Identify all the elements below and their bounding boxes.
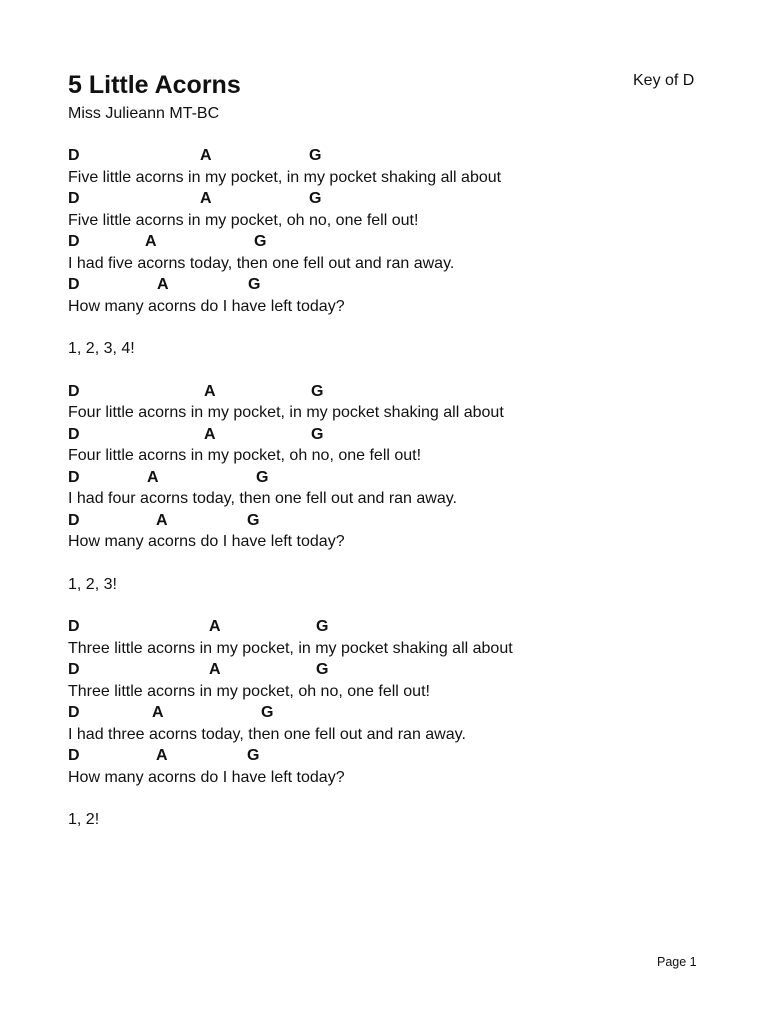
chord-line [68, 424, 728, 446]
chord-line [68, 381, 728, 403]
chord: A [147, 468, 159, 486]
chord-line [68, 510, 728, 532]
lyric-line: How many acorns do I have left today? [68, 768, 345, 786]
chord-line [68, 467, 728, 489]
chord: G [247, 511, 260, 529]
chord: A [156, 747, 168, 764]
lyric-line: Three little acorns in my pocket, in my pocket shaking all about [68, 639, 513, 657]
chord-line [68, 745, 728, 767]
chord-line [68, 702, 728, 724]
chord: A [200, 190, 212, 207]
chord: G [309, 190, 322, 207]
chord: D [68, 511, 80, 529]
lyric-line: How many acorns do I have left today? [68, 533, 345, 550]
chord: G [247, 747, 260, 764]
lyric-line: Three little acorns in my pocket, oh no, one fell out! [68, 682, 430, 700]
chord: G [256, 468, 269, 486]
chord: A [152, 704, 164, 721]
song-key: Key of D [633, 72, 695, 89]
chord: A [145, 233, 157, 250]
chord: G [261, 704, 274, 721]
chord: D [68, 147, 80, 164]
chord-line [68, 231, 728, 253]
chord: D [68, 747, 80, 764]
chord: G [311, 425, 324, 443]
verse-3 [68, 616, 728, 788]
chord: D [68, 704, 80, 721]
chord: A [156, 511, 168, 529]
page-number: Page 1 [657, 955, 697, 969]
lyric-line: Five little acorns in my pocket, oh no, one fell out! [68, 211, 419, 229]
chord: G [248, 276, 261, 293]
chord-line [68, 274, 728, 296]
verse-2 [68, 381, 728, 553]
song-body [68, 145, 728, 852]
lyric-line: I had four acorns today, then one fell out and ran away. [68, 490, 457, 507]
chord: A [204, 382, 216, 400]
lyric-line: I had three acorns today, then one fell out and ran away. [68, 725, 466, 743]
chord: G [254, 233, 267, 250]
count-line: 1, 2, 3, 4! [68, 340, 135, 357]
chord: D [68, 618, 80, 635]
chord: D [68, 425, 80, 443]
chord: G [316, 661, 329, 678]
count-line: 1, 2! [68, 811, 100, 828]
chord: D [68, 276, 80, 293]
lyric-line: Five little acorns in my pocket, in my pocket shaking all about [68, 168, 502, 186]
chord: G [316, 618, 329, 635]
chord: A [200, 147, 212, 164]
chord-line [68, 659, 728, 681]
chord-line [68, 616, 728, 638]
lyric-line: How many acorns do I have left today? [68, 297, 345, 315]
chord: D [68, 233, 80, 250]
chord: A [204, 425, 216, 443]
chord-line [68, 188, 728, 210]
chord: A [209, 661, 221, 678]
lyric-line: I had five acorns today, then one fell out and ran away. [68, 254, 455, 272]
chord: D [68, 382, 80, 400]
lyric-line: Four little acorns in my pocket, oh no, one fell out! [68, 447, 422, 464]
chord-line [68, 145, 728, 167]
count-line: 1, 2, 3! [68, 575, 117, 593]
song-title: 5 Little Acorns [68, 71, 241, 99]
chord: G [309, 147, 322, 164]
chord: A [209, 618, 221, 635]
chord: D [68, 468, 80, 486]
chord: G [311, 382, 324, 400]
chord: D [68, 190, 80, 207]
chord: A [157, 276, 169, 293]
verse-1 [68, 145, 728, 317]
chord: D [68, 661, 80, 678]
song-author: Miss Julieann MT-BC [68, 105, 220, 122]
lyric-line: Four little acorns in my pocket, in my pocket shaking all about [68, 404, 504, 421]
